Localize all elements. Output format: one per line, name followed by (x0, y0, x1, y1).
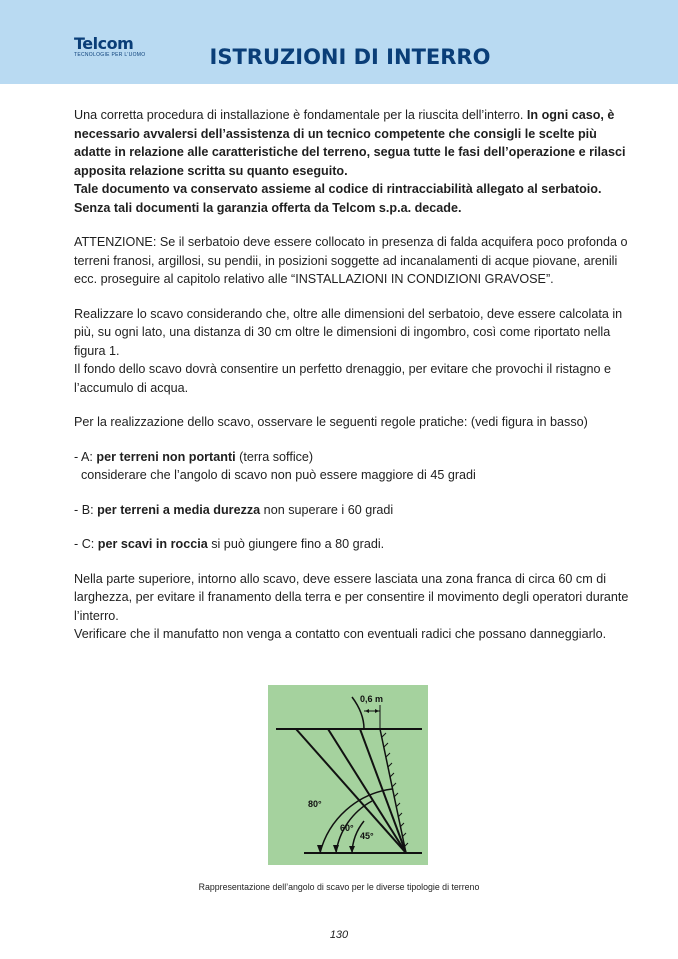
intro-text: Una corretta procedura di installazione è fondamentale per la riuscita dell’interro. (74, 108, 527, 122)
rule-c-prefix: - C: (74, 537, 98, 551)
intro-bold-text: In ogni caso, è necessario avvalersi dell’assistenza di un tecnico competente che consigli le scelte più adatte in relazione alle caratteristiche del terreno, segua tutte le fasi dell’operazione e rilasci apposita relazione scritta su quanto eseguito. (74, 108, 626, 178)
rule-c (74, 535, 630, 554)
attention-paragraph: ATTENZIONE: Se il serbatoio deve essere collocato in presenza di falda acquifera poco profonda o terreni franosi, argillosi, su pendii, in posizioni soggette ad incanalamenti di acque piovane, arenili ecc. proseguire al capitolo relativo alle “INSTALLAZIONI IN CONDIZIONI GRAVOSE”. (74, 235, 628, 286)
page-number: 130 (329, 929, 349, 941)
figure-background (268, 685, 428, 865)
angle-60-label: 60° (340, 823, 354, 833)
rule-a-prefix: - A: (74, 449, 97, 464)
rule-b-prefix: - B: (74, 502, 98, 517)
angle-80-label: 80° (308, 799, 322, 809)
drainage-text: Il fondo dello scavo dovrà consentire un perfetto drenaggio, per evitare che provochi il ristagno e l’accumulo di acqua. (74, 362, 611, 395)
rule-b-bold: per terreni a media durezza (97, 502, 261, 517)
rule-b-rest: non superare i 60 gradi (260, 502, 394, 517)
logo-tagline: TECNOLOGIE PER L'UOMO (74, 52, 146, 58)
excavation-angle-figure (268, 685, 428, 865)
clearance-text: Nella parte superiore, intorno allo scavo, deve essere lasciata una zona franca di circa 60 cm di larghezza, per evitare il franamento della terra e per consentire il movimento degli operatori durante l’interro. (74, 571, 629, 623)
rule-c-bold: per scavi in roccia (97, 537, 208, 551)
logo-name: Telcom (74, 34, 134, 53)
rules-intro: Per la realizzazione dello scavo, osservare le seguenti regole pratiche: (vedi figura in basso) (74, 415, 588, 429)
rule-a-bold: per terreni non portanti (96, 449, 236, 464)
clearance-paragraph (74, 570, 630, 644)
rule-c-rest: si può giungere fino a 80 gradi. (207, 537, 385, 551)
excavation-diagram (268, 685, 428, 865)
rule-a (74, 448, 630, 485)
page-header (0, 0, 678, 84)
rule-a-rest: (terra soffice) (235, 449, 314, 464)
distance-label: 0,6 m (360, 694, 384, 704)
excavation-paragraph (74, 305, 630, 398)
page-title: ISTRUZIONI DI INTERRO (209, 45, 491, 69)
rule-a-detail: considerare che l’angolo di scavo non può essere maggiore di 45 gradi (81, 468, 476, 482)
figure-caption: Rappresentazione dell’angolo di scavo per le diverse tipologie di terreno (198, 882, 480, 892)
excavation-size-text: Realizzare lo scavo considerando che, oltre alle dimensioni del serbatoio, deve essere calcolata in più, su ogni lato, una distanza di 30 cm oltre le dimensioni di ingombro, così come riportato nella figura 1. (74, 306, 623, 358)
angle-45-label: 45° (360, 831, 374, 841)
document-note: Tale documento va conservato assieme al codice di rintracciabilità allegato al serbatoio. (74, 182, 602, 196)
intro-paragraph (74, 106, 630, 217)
rule-b (74, 501, 630, 520)
warranty-note: Senza tali documenti la garanzia offerta da Telcom s.p.a. decade. (74, 200, 462, 215)
roots-text: Verificare che il manufatto non venga a contatto con eventuali radici che possano danneggiarlo. (74, 627, 607, 641)
body-text (74, 106, 630, 660)
